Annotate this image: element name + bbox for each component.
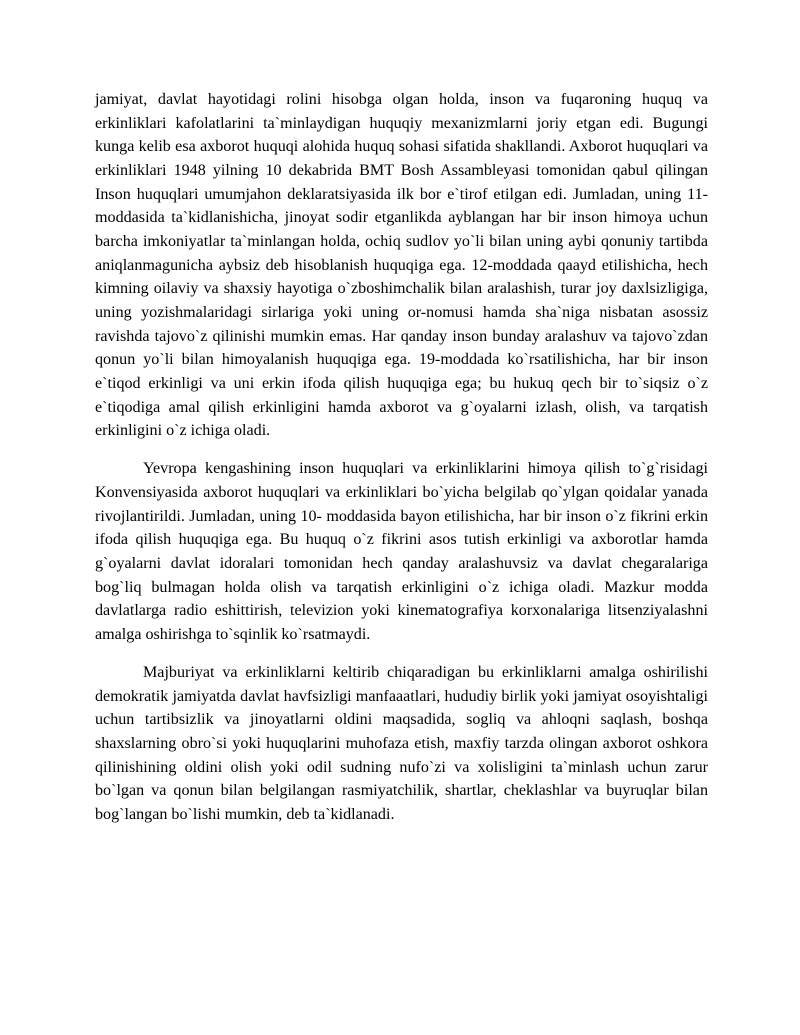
paragraph-european-convention: Yevropa kengashining inson huquqlari va erkinliklarini himoya qilish to`g`risidagi Konvensiyasida axborot huquqlari va erkinliklari bo`yicha belgilab qo`ylgan qoidalar yanada rivojlantirildi. Jumladan, uning 10- moddasida bayon etilishicha, har bir inson o`z fikrini erkin ifoda qilish huquqiga ega. Bu huquq o`z fikrini asos tutish erkinligi va axborotlar hamda g`oyalarni davlat idoralari tomonidan hech qanday aralashuvsiz va davlat chegaralariga bog`liq bulmagan holda olish va tarqatish erkinligini o`z ichiga oladi. Mazkur modda davlatlarga radio eshittirish, televizion yoki kinematografiya korxonalariga litsenziyalashni amalga oshirishga to`sqinlik ko`rsatmaydi.: [95, 460, 708, 643]
paragraph-continuation: jamiyat, davlat hayotidagi rolini hisobga olgan holda, inson va fuqaroning huquq va erkinliklari kafolatlarini ta`minlaydigan huquqiy mexanizmlarni joriy etgan edi. Bugungi kunga kelib esa axborot huquqi alohida huquq sohasi sifatida shakllandi. Axborot huquqlari va erkinliklari 1948 yilning 10 dekabrida BMT Bosh Assambleyasi tomonidan qabul qilingan Inson huquqlari umumjahon deklaratsiyasida ilk bor e`tirof etilgan edi. Jumladan, uning 11- moddasida ta`kidlanishicha, jinoyat sodir etganlikda ayblangan har bir inson himoya uchun barcha imkoniyatlar ta`minlangan holda, ochiq sudlov yo`li bilan uning aybi qonuniy tartibda aniqlanmagunicha aybsiz deb hisoblanish huquqiga ega. 12-moddada qaayd etilishicha, hech kimning oilaviy va shaxsiy hayotiga o`zboshimchalik bilan aralashish, turar joy daxlsizligiga, uning yozishmalaridagi sirlariga yoki uning or-nomusi hamda sha`niga nisbatan asossiz ravishda tajovo`z qilinishi mumkin emas. Har qanday inson bunday aralashuv va tajovo`zdan qonun yo`li bilan himoyalanish huquqiga ega. 19-moddada ko`rsatilishicha, har bir inson e`tiqod erkinligi va uni erkin ifoda qilish huquqiga ega; bu hukuq qech bir to`siqsiz o`z e`tiqodiga amal qilish erkinligini hamda axborot va g`oyalarni izlash, olish, va tarqatish erkinligini o`z ichiga oladi.: [95, 91, 708, 440]
document-page: [95, 88, 708, 827]
paragraph-obligations: Majburiyat va erkinliklarni keltirib chiqaradigan bu erkinliklarni amalga oshirilishi demokratik jamiyatda davlat havfsizligi manfaaatlari, hududiy birlik yoki jamiyat osoyishtaligi uchun tartibsizlik va jinoyatlarni oldini maqsadida, sogliq va ahloqni saqlash, boshqa shaxslarning obro`si yoki huquqlarini muhofaza etish, maxfiy tarzda olingan axborot oshkora qilinishining oldini olish yoki odil sudning nufo`zi va xolisligini ta`minlash uchun zarur bo`lgan va qonun bilan belgilangan rasmiyatchilik, shartlar, cheklashlar va buyruqlar bilan bog`langan bo`lishi mumkin, deb ta`kidlanadi.: [95, 664, 708, 824]
